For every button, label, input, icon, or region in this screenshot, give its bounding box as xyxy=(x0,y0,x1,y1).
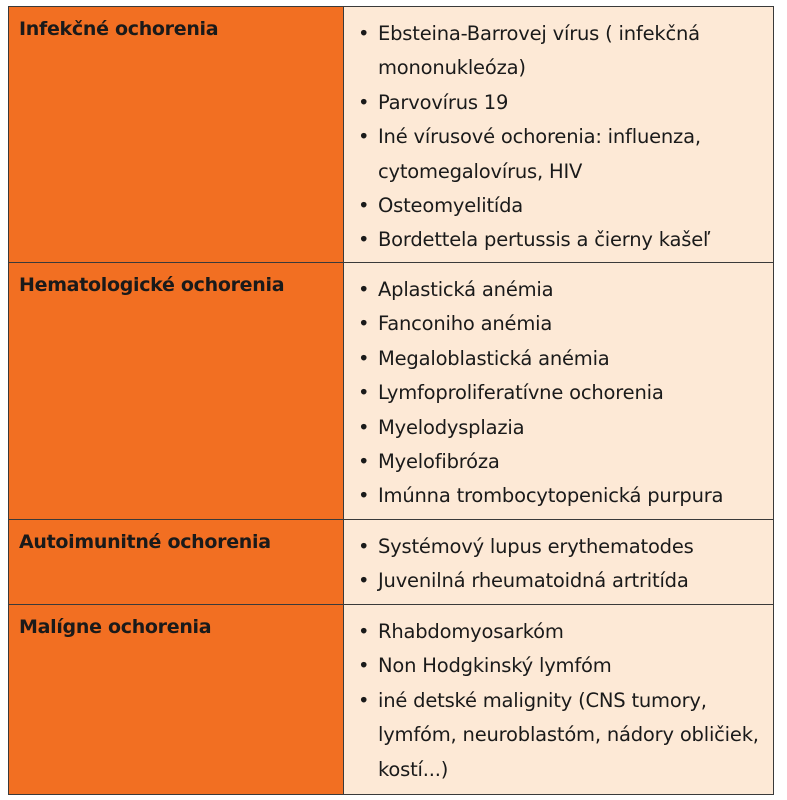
category-cell: Autoimunitné ochorenia xyxy=(9,520,344,605)
item-list xyxy=(356,615,765,787)
list-item: • Myelodysplazia xyxy=(356,411,765,445)
list-item: • Juvenilná rheumatoidná artritída xyxy=(356,564,765,598)
list-item: • Lymfoproliferatívne ochorenia xyxy=(356,376,765,410)
category-cell: Infekčné ochorenia xyxy=(9,7,344,263)
disease-table xyxy=(8,6,774,795)
list-item: • Imúnna trombocytopenická purpura xyxy=(356,479,765,513)
category-cell: Malígne ochorenia xyxy=(9,605,344,795)
list-item: • Megaloblastická anémia xyxy=(356,342,765,376)
list-item: • Parvovírus 19 xyxy=(356,86,765,120)
item-list xyxy=(356,17,765,258)
items-cell xyxy=(344,520,774,605)
table-row xyxy=(9,7,774,263)
list-item: • Aplastická anémia xyxy=(356,273,765,307)
table-row xyxy=(9,520,774,605)
list-item: • Systémový lupus erythematodes xyxy=(356,530,765,564)
table-row xyxy=(9,605,774,795)
list-item: • Osteomyelitída xyxy=(356,189,765,223)
items-cell xyxy=(344,263,774,520)
list-item: • Ebsteina-Barrovej vírus ( infekčná mononukleóza) xyxy=(356,17,765,86)
list-item: • Iné vírusové ochorenia: influenza, cytomegalovírus, HIV xyxy=(356,120,765,189)
list-item: • Rhabdomyosarkóm xyxy=(356,615,765,649)
items-cell xyxy=(344,605,774,795)
item-list xyxy=(356,530,765,599)
category-cell: Hematologické ochorenia xyxy=(9,263,344,520)
table-row xyxy=(9,263,774,520)
list-item: • Fanconiho anémia xyxy=(356,307,765,341)
list-item: • Bordettela pertussis a čierny kašeľ xyxy=(356,223,765,257)
list-item: • Myelofibróza xyxy=(356,445,765,479)
items-cell xyxy=(344,7,774,263)
item-list xyxy=(356,273,765,514)
list-item: • Non Hodgkinský lymfóm xyxy=(356,649,765,683)
list-item: • iné detské malignity (CNS tumory, lymfóm, neuroblastóm, nádory obličiek, kostí...) xyxy=(356,684,765,787)
